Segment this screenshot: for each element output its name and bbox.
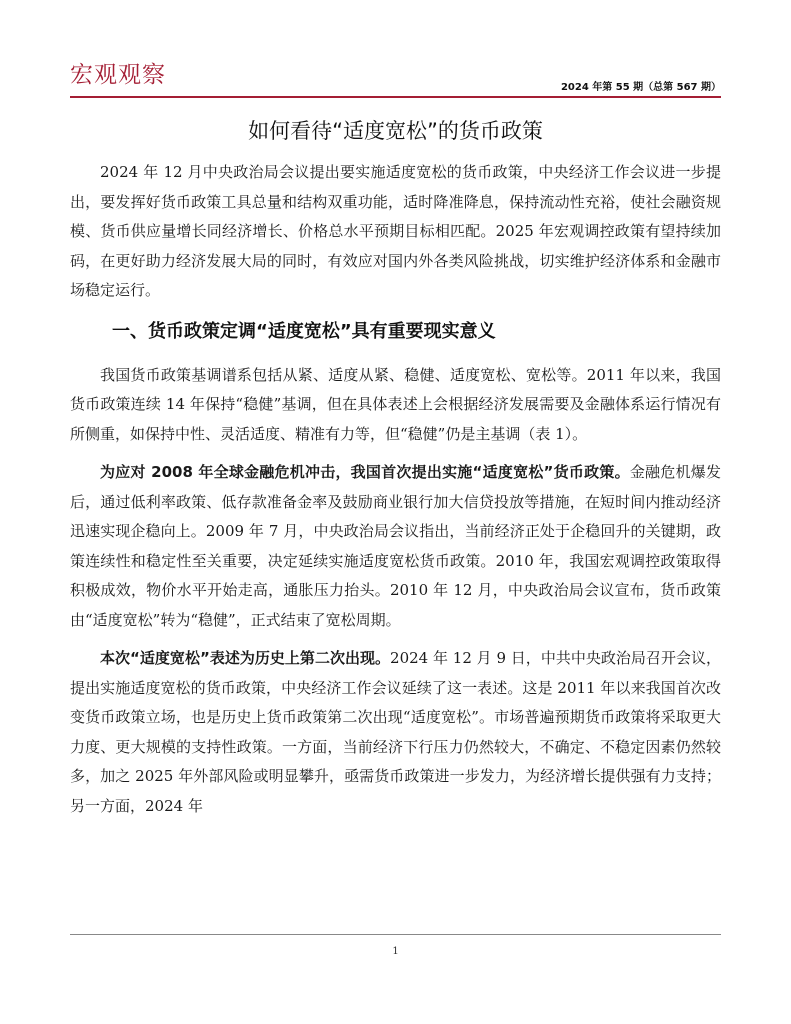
page-title: 如何看待“适度宽松”的货币政策 bbox=[248, 119, 543, 143]
header-brand: 宏观观察 bbox=[70, 62, 166, 88]
header-divider bbox=[70, 96, 721, 98]
paragraph: 我国货币政策基调谱系包括从紧、适度从紧、稳健、适度宽松、宽松等。2011 年以来，我国货币政策连续 14 年保持“稳健”基调，但在具体表述上会根据经济发展需要及金融体系运行情况有所侧重，如保持中性、灵活适度、精准有力等，但“稳健”仍是主基调（表 1）。 bbox=[70, 365, 721, 443]
section-heading: 一、货币政策定调“适度宽松”具有重要现实意义 bbox=[112, 320, 496, 342]
intro-paragraph: 2024 年 12 月中央政治局会议提出要实施适度宽松的货币政策，中央经济工作会议进一步提出，要发挥好货币政策工具总量和结构双重功能，适时降准降息，保持流动性充裕，使社会融资规模、货币供应量增长同经济增长、价格总水平预期目标相匹配。2025 年宏观调控政策有望持续加码，在更好助力经济发展大局的同时，有效应对国内外各类风险挑战，切实维护经济体系和金融市场稳定运行。 bbox=[70, 163, 721, 299]
paragraph bbox=[70, 458, 721, 635]
paragraph-lead: 为应对 2008 年全球金融危机冲击，我国首次提出实施“适度宽松”货币政策。 bbox=[100, 463, 630, 481]
paragraph-body: 金融危机爆发后，通过低利率政策、低存款准备金率及鼓励商业银行加大信贷投放等措施，在短时间内推动经济迅速实现企稳向上。2009 年 7 月，中央政治局会议指出，当前经济正处于企稳回升的关键期，政策连续性和稳定性至关重要，决定延续实施适度宽松货币政策。2010 年，我国宏观调控政策取得积极成效，物价水平开始走高，通胀压力抬头。2010 年 12 月，中央政治局会议宣布，货币政策由“适度宽松”转为“稳健”，正式结束了宽松周期。 bbox=[70, 463, 721, 629]
page-number: 1 bbox=[392, 946, 399, 957]
issue-number: 2024 年第 55 期（总第 567 期） bbox=[560, 82, 721, 93]
article-body bbox=[70, 158, 721, 830]
paragraph-body: 2024 年 12 月 9 日，中共中央政治局召开会议，提出实施适度宽松的货币政策，中央经济工作会议延续了这一表述。这是 2011 年以来我国首次改变货币政策立场，也是历史上货币政策第二次出现“适度宽松”。市场普遍预期货币政策将采取更大力度、更大规模的支持性政策。一方面，当前经济下行压力仍然较大，不确定、不稳定因素仍然较多，加之 2025 年外部风险或明显攀升，亟需货币政策进一步发力，为经济增长提供强有力支持；另一方面，2024 年 bbox=[70, 649, 721, 815]
paragraph-lead: 本次“适度宽松”表述为历史上第二次出现。 bbox=[100, 649, 391, 667]
footer-divider bbox=[70, 934, 721, 935]
paragraph bbox=[70, 644, 721, 821]
